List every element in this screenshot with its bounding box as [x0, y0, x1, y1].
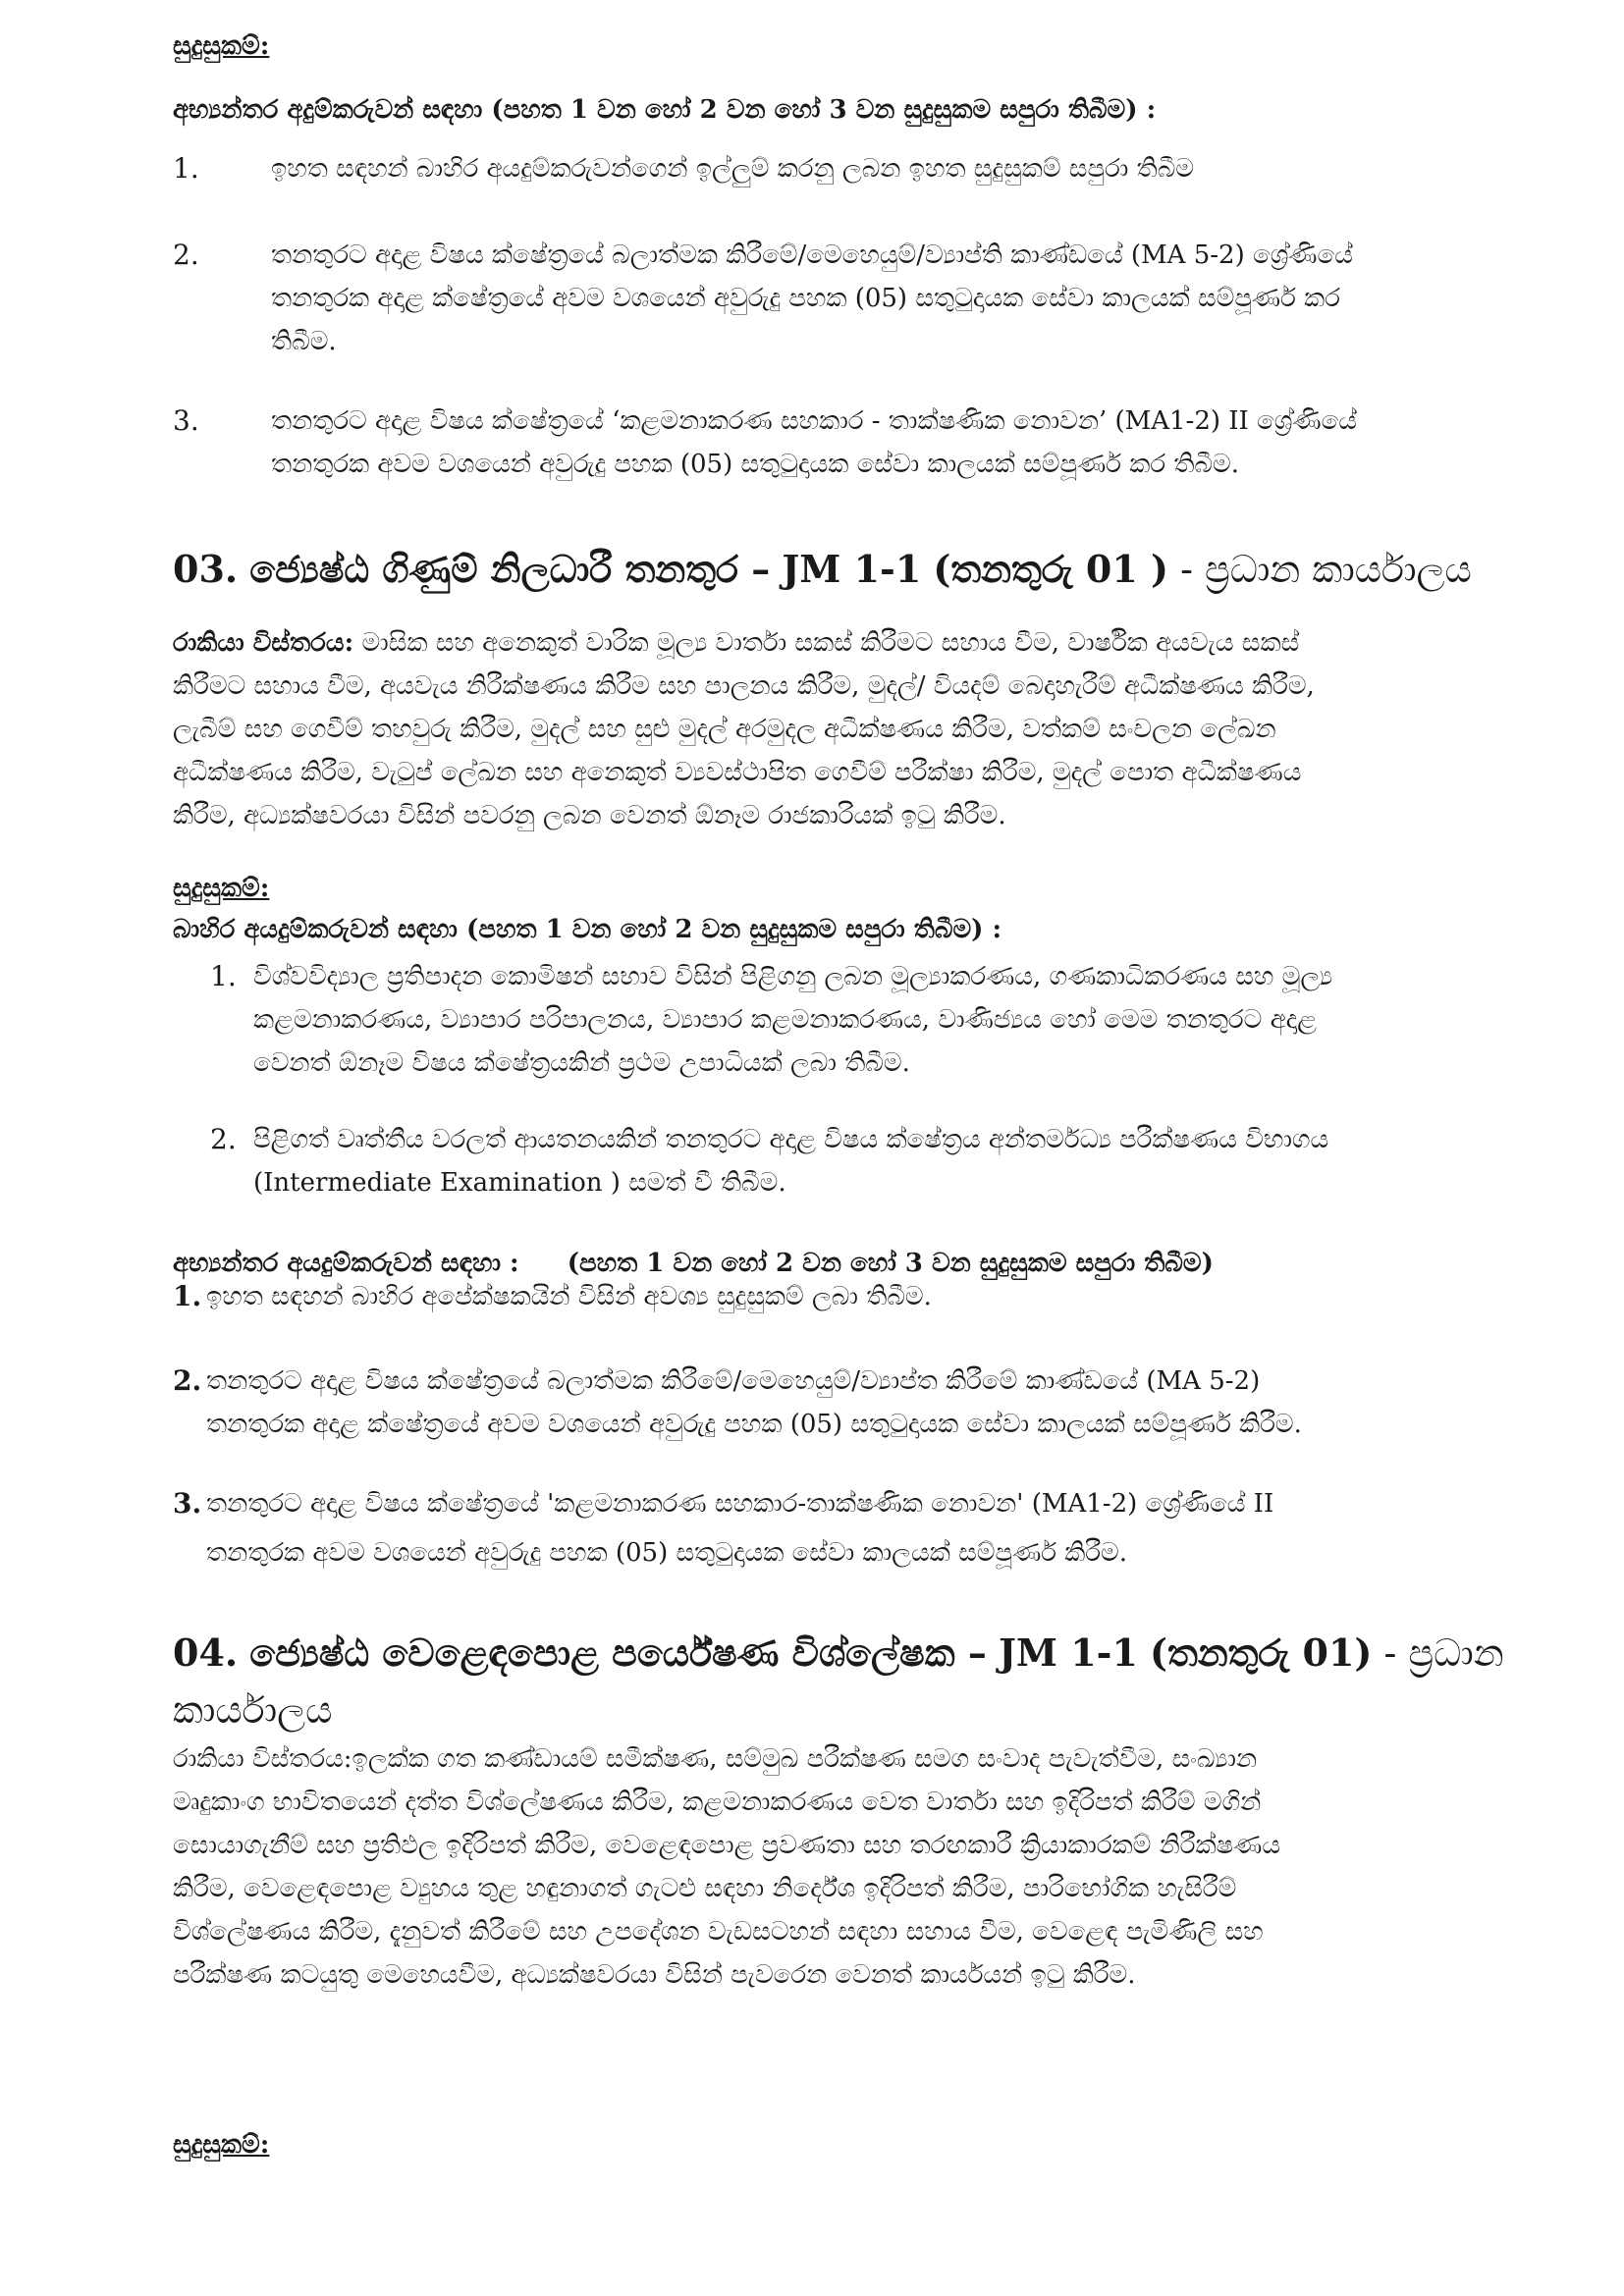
list-number: 2. — [210, 1123, 237, 1155]
job-description-label: රාකියා විස්තරය: — [173, 628, 354, 658]
heading-code: JM 1-1 — [998, 1630, 1138, 1675]
heading-posts: (තනතුරු 01) — [1149, 1630, 1373, 1675]
job-description — [173, 1742, 1257, 1776]
heading-office: - ප්‍රධාන කාර්යාලය — [1180, 548, 1472, 591]
list-item-text: (Intermediate Examination ) සමත් වී තිබීම. — [253, 1168, 786, 1198]
list-number: 2. — [173, 1364, 202, 1397]
job-description-text: ලැබීම් සහ ගෙවීම් තහවුරු කිරීම, මුදල් සහ සුළු මුදල් අරමුදල අධීක්ෂණය කිරීම, වත්කම් සංචලන ලේඛන — [173, 715, 1276, 744]
list-number: 3. — [173, 1487, 202, 1520]
job-description-text: කිරීමට සහාය වීම, අයවැය නිරීක්ෂණය කිරීම සහ පාලනය කිරීම, මුදල්/ වියදම් බෙදාහැරීම් අධීක්ෂණය කිරීම, — [173, 671, 1315, 701]
job-description-text: අධීක්ෂණය කිරීම, වැටුප් ලේඛන සහ අනෙකුත් ව්‍යවස්ථාපිත ගෙවීම් පරීක්ෂා කිරීම, මුදල් පොත අධීක්ෂණය — [173, 758, 1302, 787]
job-description-text: සොයාගැනීම් සහ ප්‍රතිඵල ඉදිරිපත් කිරීම, වෙළෙඳපොළ ප්‍රවණතා සහ තරඟකාරී ක්‍රියාකාරකම් නිරීක්ෂණය — [173, 1831, 1281, 1860]
list-number: 2. — [173, 239, 199, 271]
job-description-text: මාසික සහ අනෙකුත් වාරික මූල්‍ය වාර්තා සකස් කිරීමට සහාය වීම, වාර්ෂික අයවැය සකස් — [361, 628, 1300, 658]
list-number: 3. — [173, 404, 199, 437]
qualifications-label: සුදුසුකම්: — [173, 2130, 270, 2160]
job-description — [173, 626, 1299, 660]
heading-number: 04. — [173, 1630, 239, 1675]
section-04-heading — [173, 1629, 1504, 1677]
job-description-text: මෘදුකාංග භාවිතයෙන් දත්ත විශ්ලේෂණය කිරීම, කළමනාකරණය වෙත වාර්තා සහ ඉදිරිපත් කිරීම් මගින් — [173, 1788, 1262, 1817]
internal-title-paren: (පහත 1 වන හෝ 2 වන හෝ 3 වන සුදුසුකම සපුරා තිබීම) — [567, 1249, 1214, 1278]
heading-number: 03. — [173, 547, 239, 591]
list-item-text: වෙනත් ඕනෑම විෂය ක්ෂේත්‍රයකින් ප්‍රථම උපාධියක් ලබා තිබීම. — [253, 1048, 910, 1078]
list-item-text: තනතුරක අදාළ ක්ෂේත්‍රයේ අවම වශයෙන් අවුරුදු පහක (05) සතුටුදායක සේවා කාලයක් සම්පූර්ණ කර — [271, 284, 1340, 313]
job-description-text: පරීක්ෂණ කටයුතු මෙහෙයවීම, අධ්‍යක්ෂවරයා විසින් පැවරෙන වෙනත් කාර්යයන් ඉටු කිරීම. — [173, 1960, 1136, 1990]
list-item-text: තනතුරට අදාළ විෂය ක්ෂේත්‍රයේ 'කළමනාකරණ සහකාර-තාක්ෂණික නොවන' (MA1-2) ශ්‍රේණියේ II — [206, 1489, 1274, 1519]
job-description-text: විශ්ලේෂණය කිරීම, දැනුවත් කිරීමේ සහ උපදේශන වැඩසටහන් සඳහා සහාය වීම, වෙළෙඳ පැමිණිලි සහ — [173, 1917, 1264, 1947]
heading-title: ජ්‍යෙෂ්ඨ වෙළෙඳපොළ පර්යේෂණ විශ්ලේෂක – — [249, 1630, 987, 1675]
qualifications-label: සුදුසුකම්: — [173, 31, 270, 61]
job-description-text: කිරීම, අධ්‍යක්ෂවරයා විසින් පවරනු ලබන වෙනත් ඕනෑම රාජකාරියක් ඉටු කිරීම. — [173, 801, 1006, 830]
internal-title-text: අභ්‍යන්තර අයදුම්කරුවන් සඳහා : — [173, 1249, 519, 1278]
list-number: 1. — [210, 960, 237, 992]
list-item-text: කළමනාකරණය, ව්‍යාපාර පරිපාලනය, ව්‍යාපාර කළමනාකරණය, වාණිජ්‍යය හෝ මෙම තනතුරට අදාළ — [253, 1005, 1317, 1035]
list-item-text: ඉහත සඳහන් බාහිර අයදුම්කරුවන්ගෙන් ඉල්ලුම් කරනු ලබන ඉහත සුදුසුකම් සපුරා තිබීම — [271, 154, 1194, 184]
job-description-label: රාකියා විස්තරය: — [173, 1744, 352, 1774]
list-item-text: තනතුරක අවම වශයෙන් අවුරුදු පහක (05) සතුටුදායක සේවා කාලයක් සම්පූර්ණ කර තිබීම. — [271, 450, 1239, 479]
list-item-text: තනතුරට අදාළ විෂය ක්ෂේත්‍රයේ බලාත්මක කිරීමේ/මෙහෙයුම්/ව්‍යාප්ති කාණ්ඩයේ (MA 5-2) ශ්‍රේණියේ — [271, 240, 1353, 270]
list-item-text: තනතුරට අදාළ විෂය ක්ෂේත්‍රයේ ‘කළමනාකරණ සහකාර - තාක්ෂණික නොවන’ (MA1-2) II ශ්‍රේණියේ — [271, 406, 1357, 436]
list-item-text: තිබීම. — [271, 327, 337, 356]
list-item-text: තනතුරක අවම වශයෙන් අවුරුදු පහක (05) සතුටුදායක සේවා කාලයක් සම්පූර්ණ කිරීම. — [206, 1538, 1128, 1568]
list-item-text: විශ්වවිද්‍යාල ප්‍රතිපාදන කොමිෂන් සභාව විසින් පිළිගනු ලබන මූල්‍යාකරණය, ගණකාධිකරණය සහ මූල්‍ය — [253, 962, 1333, 991]
heading-office-continued: කාර්යාලය — [173, 1688, 333, 1732]
internal-applicants-title: අභ්‍යන්තර අදුම්කරුවන් සඳහා (පහත 1 වන හෝ 2 වන හෝ 3 වන සුදුසුකම සපුරා තිබීම) : — [173, 95, 1157, 125]
job-description-text: ඉලක්ක ගත කණ්ඩායම් සමීක්ෂණ, සම්මුඛ පරීක්ෂණ සමග සංවාද පැවැත්වීම, සංඛ්‍යාන — [352, 1744, 1258, 1774]
list-item-text: තනතුරට අදාළ විෂය ක්ෂේත්‍රයේ බලාත්මක කිරීමේ/මෙහෙයුම්/ව්‍යාප්ත කිරීමේ කාණ්ඩයේ (MA 5-2) — [206, 1366, 1261, 1396]
internal-applicants-title — [173, 1247, 1214, 1280]
list-item-text: තනතුරක අදාළ ක්ෂේත්‍රයේ අවම වශයෙන් අවුරුදු පහක (05) සතුටුදායක සේවා කාලයක් සම්පූර්ණ කිරීම. — [206, 1410, 1302, 1439]
external-applicants-title: බාහිර අයදුම්කරුවන් සඳහා (පහත 1 වන හෝ 2 වන සුදුසුකම සපුරා තිබීම) : — [173, 915, 1002, 944]
list-item-text: පිළිගත් වෘත්තීය වරලත් ආයතනයකින් තනතුරට අදාළ විෂය ක්ෂේත්‍රය අන්තර්මධ්‍ය පරීක්ෂණය විභාගය — [253, 1125, 1329, 1154]
list-number: 1. — [173, 1280, 202, 1312]
heading-office: - ප්‍රධාන — [1383, 1631, 1504, 1675]
heading-title: ජ්‍යෙෂ්ඨ ගිණුම් නිලධාරී තනතුර – — [249, 547, 771, 591]
job-description-text: කිරීම, වෙළෙඳපොළ ව්‍යුහය තුළ හඳුනාගත් ගැටළු සඳහා නිර්දේශ ඉදිරිපත් කිරීම, පාරිභෝගික හැසිරීම් — [173, 1874, 1237, 1903]
section-03-heading — [173, 546, 1472, 593]
list-number: 1. — [173, 152, 199, 185]
heading-posts: (තනතුරු 01 ) — [933, 547, 1168, 591]
list-item-text: ඉහත සඳහන් බාහිර අපේක්ෂකයින් විසින් අවශ්‍ය සුදුසුකම් ලබා තිබීම. — [206, 1282, 932, 1311]
qualifications-label: සුදුසුකම්: — [173, 874, 270, 903]
heading-code: JM 1-1 — [782, 547, 922, 591]
